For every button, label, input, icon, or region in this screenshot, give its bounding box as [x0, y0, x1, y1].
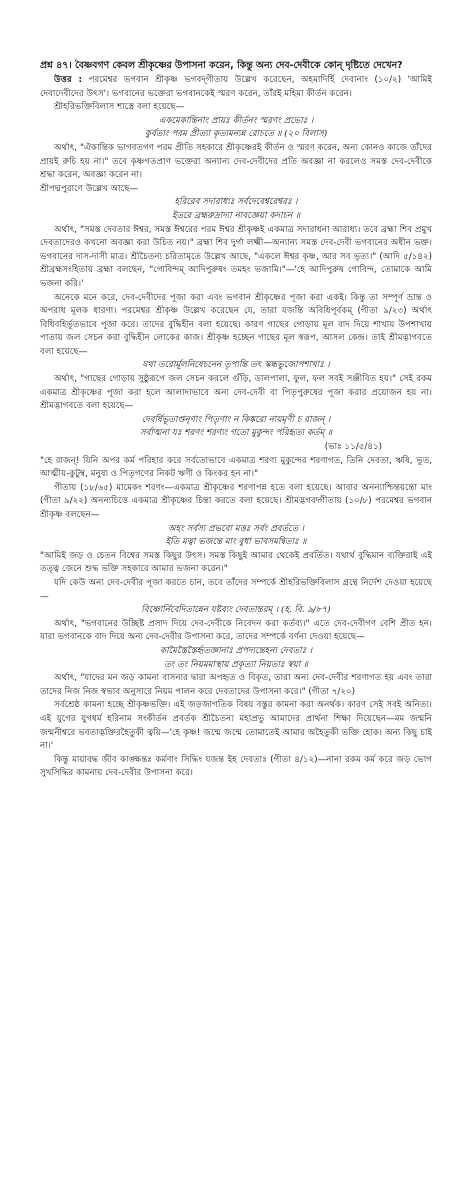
paragraph: অর্থাৎ, "ভগবানের উচ্ছিষ্ট প্রসাদ দিয়ে দেব-দেবীকে নিবেদন করা কর্তব্য।" এতে দেব-দেবীগণ বেশি প্রীত হন। যারা ভগবানকে বাদ দিয়ে অন্য দেব-দেবীর উপাসনা করে, তাদের সম্পর্কে বর্ণনা দেওয়া হয়েছে—	[40, 618, 432, 643]
source-reference: (ভাঃ ১১/৫/৪১)	[324, 442, 382, 453]
question-heading	[40, 58, 432, 73]
paragraph: অর্থাৎ, "ঐকান্তিক ভাগবতগণ পরম প্রীতি সহকারে শ্রীকৃষ্ণেরই কীর্তন ও স্মরণ করেন, অন্য কোনও কাজে তাঁদের প্রায়ই রুচি হয় না।" তবে কৃষ্ণগতপ্রাণ ভক্তেরা অন্যান্য দেব-দেবীদের প্রতি অবজ্ঞা না করলেও সমস্ত দেব-দেবীকে শ্রদ্ধা করেন, অবজ্ঞা করেন না।	[40, 142, 432, 181]
paragraph: কিন্তু মায়াবদ্ধ জীব কাঙ্ক্ষন্তঃ কর্মণাং সিদ্ধিং যজন্ত ইহ দেবতাঃ (গীতা ৪/১২)—নানা রকম কর্ম করে জড় ভোগ সুখসিদ্ধির কামনায় দেব-দেবীর উপাসনা করে।	[40, 754, 432, 779]
sloka-line: দেবর্ষিভূতাপ্তনৃণাং পিতৃণাং ন কিঙ্করো নায়মৃণী চ রাজন্ ।	[141, 414, 331, 425]
sloka-line: সর্বাত্মনা যঃ শরণং শরণ্যং গতো মুকুন্দং পরিহৃত্য কর্তম্ ॥	[139, 428, 333, 439]
sloka-line: যথা তরোর্মূলনিষেচনেন তৃপ্যন্তি তৎ স্কন্ধভুজোপশাখাঃ ।	[142, 360, 330, 371]
paragraph: শ্রীহরিভক্তিবিলাস শাস্ত্রে বলা হয়েছে—	[54, 102, 185, 113]
paragraph: "হে রাজন্! যিনি অপর কর্ম পরিহার করে সর্বতোভাবে একমাত্র শরণ্য মুকুন্দের শরণাগত, তিনি দেবতা, ঋষি, ভূত, আত্মীয়-কুটুম্ব, মনুষ্য ও পিতৃগণের নিকট ঋণী ও কিংকর হন না।"	[40, 455, 432, 480]
paragraph: গীতায় (১৮/৬৫) মামেকং শরণং—একমাত্র শ্রীকৃষ্ণের শরণাপন্ন হতে বলা হয়েছে। আবার অনন্যাশ্চিন্তয়ন্তো মাং (গীতা ৯/২২) অনন্যচিত্তে একমাত্র শ্রীকৃষ্ণের চিন্তা করতে বলা হয়েছে। শ্রীমদ্ভগবদ্গীতায় (১০/৮) পরমেশ্বর ভগবান শ্রীকৃষ্ণ বলছেন—	[40, 482, 432, 520]
sloka-line: একমেকান্তিনাং প্রায়ঃ কীর্তনং স্মরণং প্রভোঃ ।	[158, 115, 314, 126]
sloka-line: কামৈস্তৈস্তৈর্হৃতজ্ঞানাঃ প্রপদ্যন্তেহন্য দেবতাঃ ।	[159, 645, 313, 656]
paragraph: অর্থাৎ, "সমস্ত দেবতার ঈশ্বর, সমস্ত ঈশ্বরের পরম ঈশ্বর শ্রীকৃষ্ণই একমাত্র সদারাধনা আরাধ্য। তবে ব্রহ্মা শিব প্রমুখ দেবতাদেরও কখনো অবজ্ঞা করা উচিত নয়।" ব্রহ্মা শিব দুর্গা লক্ষ্মী—অন্যান্য সমস্ত দেব-দেবী ভগবানের অধীন ভক্ত। ভগবানের দাস-দাসী মাত্র। শ্রীচৈতন্য চরিতামৃতে উল্লেখ আছে, "একলে ঈশ্বর কৃষ্ণ, আর সব ভৃত্য।" (আদি ৫/১৪২) শ্রীব্রহ্মসংহিতায় ব্রহ্মা বলছেন, "গোবিন্দম্ আদিপুরুষং তমহং ভজামি।"—'হে আদিপুরুষ গোবিন্দ, তোমাকে আমি ভজনা করি।'	[40, 224, 432, 289]
paragraph: অর্থাৎ, "গাছের গোড়ায় সুষ্ঠুরূপে জল সেচন করলে গুঁড়ি, ডালপালা, ফুল, ফল সবই সঞ্জীবিত হয়।" সেই রকম একমাত্র শ্রীকৃষ্ণের পূজা করা হলে আলাদাভাবে অন্য দেব-দেবী বা পিতৃপুরুষের পূজা করার প্রয়োজন হয় না। শ্রীমদ্ভাগবতে বলা হয়েছে—	[40, 374, 432, 412]
sloka-line: তং তং নিয়মমাস্থায় প্রকৃত্যা নিয়তাঃ স্বয়া ॥	[164, 659, 308, 670]
sloka-line: ইতরে ব্রহ্মরুদ্রাদ্যা নাবজ্ঞেয়া কদাচন ॥	[171, 210, 301, 221]
paragraph: অনেকে মনে করে, দেব-দেবীদের পূজা করা এবং ভগবান শ্রীকৃষ্ণের পূজা করা একই। কিন্তু তা সম্পূর্ণ ভ্রান্ত ও অপরাধ মূলক ধারণা। পরমেশ্বর শ্রীকৃষ্ণ উল্লেখ করেছেন যে, তারা যজন্তি অবিধিপূর্বকম্ (গীতা ৯/২৩) অর্থাৎ বিধিবহির্ভূতভাবে পূজা করে। তাদের বুদ্ধিহীন বলা হয়েছে। কারণ গাছের গোড়ায় মূল বাদ দিয়ে শাখায় উপশাখায় পাতায় জল সেচন করা বুদ্ধিহীন লোকের কাজ। শ্রীকৃষ্ণ হচ্ছেন গাছের মূল স্বরূপ, আসল কেন্দ্র। তাই শ্রীমদ্ভাগবতে বলা হয়েছে—	[40, 292, 432, 357]
answer-label: উত্তর :	[54, 75, 83, 85]
sloka-line: হরিরেব সদারাধ্যঃ সর্বদেবেশ্বরেশ্বরঃ ।	[174, 197, 298, 208]
question-text: বৈষ্ণবগণ কেবল শ্রীকৃষ্ণের উপাসনা করেন, কিন্তু অন্য দেব-দেবীকে কোন্ দৃষ্টিতে দেখেন?	[74, 60, 403, 71]
sloka-line: অহং সর্বস্য প্রভবো মত্তঃ সর্বং প্রবর্ততে ।	[168, 523, 304, 534]
sloka-line: কুর্বতাং পরম প্রীত্যা কৃত্যমন্যন্ন রোচতে ॥ (২০ বিলাস)	[144, 129, 328, 140]
paragraph: "আমিই জড় ও চেতন বিশ্বের সমস্ত কিছুর উৎস। সমস্ত কিছুই আমার থেকেই প্রবর্তিত। যথার্থ বুদ্ধিমান ব্যক্তিরাই এই তত্ত্ব জেনে শুদ্ধ ভক্তি সহকারে আমার ভজনা করেন।"	[40, 550, 432, 575]
paragraph: অর্থাৎ, "যাদের মন জড় কামনা বাসনার দ্বারা অপহৃত ও বিকৃত, তারা অন্য দেব-দেবীর শরণাগত হয় এবং তারা তাদের নিজ নিজ স্বভাব অনুসারে নিয়ম পালন করে দেবতাদের উপাসনা করে।" (গীতা ৭/২০)	[40, 673, 432, 697]
answer-paragraph	[40, 74, 432, 101]
answer-text: পরমেশ্বর ভগবান শ্রীকৃষ্ণ ভগবদ্‌গীতায় উল্লেখ করেছেন, অহমাদির্হি দেবানাং (১০/২) 'আমিই দেবাদেবীদের উৎস'। ভগবানের ভক্তেরা ভগবানকেই স্মরণ করেন, তাঁরই মহিমা কীর্তন করেন।	[40, 75, 433, 99]
paragraph: শ্রীপদ্মপুরাণে উল্লেখ আছে—	[40, 183, 139, 194]
sloka-line: বিষ্ণোর্নিবেদিতান্নেন যষ্টব্যং দেবতান্তরম্ । (হ. বি. ৯/৮৭)	[141, 605, 331, 616]
paragraph: যদি কেউ অন্য দেব-দেবীর পূজা করতে চান, তবে তাঁদের সম্পর্কে শ্রীহরিভক্তিবিলাস গ্রন্থে নির্দেশ দেওয়া হয়েছে—	[40, 577, 432, 602]
question-label: প্রশ্ন ৪৭।	[40, 60, 72, 71]
paragraph: সর্বশ্রেষ্ঠ কামনা হচ্ছে শ্রীকৃষ্ণভক্তি। এই জড়জাগতিক বিষয় বস্তুর কামনা করা অনর্থক। কারণ সেই সবই অনিত্য। এই যুগের যুগধর্ম হরিনাম সংকীর্তন প্রবর্তক শ্রীচৈতন্য মহাপ্রভু আমাদের প্রার্থনা শিক্ষা দিয়েছেন—মম জন্মনি জন্মনীশ্বরে ভবতাদ্ভক্তিরহৈতুকী ত্বয়ি—'হে কৃষ্ণ! জন্মে জন্মে তোমাতেই আমার অহৈতুকী ভক্তি হোক। অন্য কিছু চাই না।'	[40, 700, 432, 752]
sloka-line: ইতি মত্বা ভজন্তে মাং বুধা ভাবসমন্বিতাঃ ॥	[165, 537, 307, 548]
